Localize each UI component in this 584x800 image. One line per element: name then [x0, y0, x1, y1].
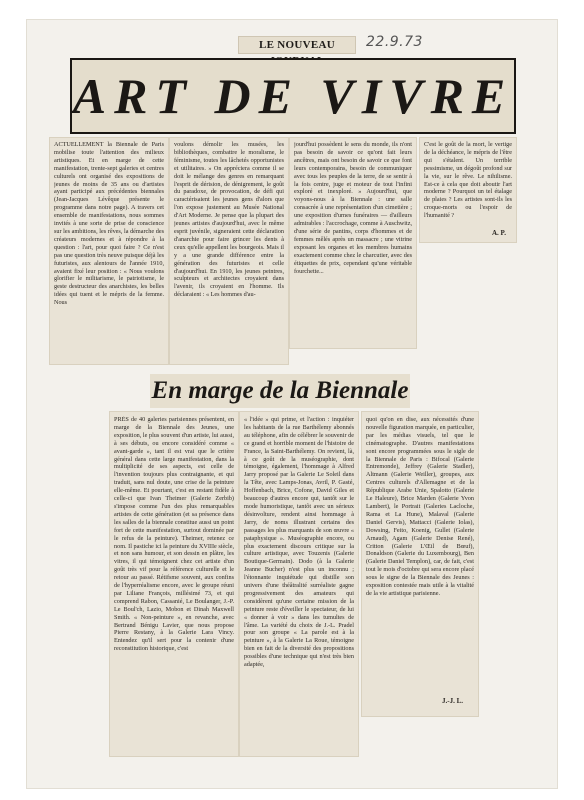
article1-col3-clip — [290, 138, 416, 348]
article2-subtitle: En marge de la Biennale — [150, 374, 410, 408]
article1-col1-clip — [50, 138, 168, 364]
article2-col2-clip — [240, 412, 358, 756]
handwritten-date: 22.9.73 — [366, 34, 423, 50]
article2-signature: J.-J. L. — [442, 697, 463, 705]
newspaper-masthead: LE NOUVEAU — [238, 36, 356, 54]
title-band — [70, 58, 516, 134]
article2-col2: « l'idée » qui prime, et l'action : inquiéter les habitants de la rue Barthélemy abonnés au téléphone, afin de célébrer le souvenir de ce grand et horrible moment de l'histoire de France, la Saint-Barthélemy. On revient, là, à ce goût de la muséographie, dont témoigne, également, l'hommage à Alfred Jarry proposé par la Galerie Le Soleil dans la Tête, avec Lamps-Jonas, Avril, P. Gasté, Hoffenbach, Brice, Cofone, David Giles et beaucoup d'autres encore qui, tantôt sur le mode humoristique, tantôt avec un sérieux désinvolture, rendent ainsi hommage à Jarry, de noms illustrant certains des passages les plus marquants de son œuvre « pataphysique ». Muséographie encore, ou plus exactement discours critique sur la culture artistique, avec Touzenis (Galerie Boutique-Germain). Dodo (à la Galerie Jeanne Bucher) n'est plus un inconnu ; l'étonnante inquiétude qui distille son univers d'une théâtralité surréaliste gagne progressivement des amateurs qui considèrent qu'une certaine mission de la peinture reste d'éveiller le spectateur, de lui « donner à voir » dans les tumultes de l'âme. La variété du choix de J.-L. Pradel pour son groupe « La parole est à la peinture », à la Galerie La Roue, témoigne bien en fait de la diversité des propositions possibles d'une technique qui n'est très bien adaptée, — [244, 416, 354, 669]
article-title: ART DE VIVRE — [72, 68, 514, 124]
article1-col4-clip — [420, 138, 516, 242]
article1-col2: voulons démolir les musées, les bibliothèques, combattre le moralisme, le féminisme, toutes les lâchetés opportunistes et utilitaires. » On appréciera comme il se doit le mélange des genres en remarquant l'esprit de dérision, de dénigrement, le goût du paradoxe, de provocation, de défi qui caractérisaient les jeunes gens d'alors que l'on expose justement au Musée National d'Art Moderne. Je pense que la plupart des jeunes artistes d'aujourd'hui, avec le même esprit juvénile, signeraient cette déclaration d'anarchie pour faire grincer les dents à ceux qu'elle appellent les bourgeois. Mais il y a une grande différence entre la génération des futuristes et celle d'aujourd'hui. En 1910, les jeunes peintres, sculpteurs et architectes croyaient dans l'avenir, ils croyaient en l'homme. Ils déclaraient : « Les hommes d'au- — [174, 141, 284, 299]
article1-col4: C'est le goût de la mort, le vertige de la déchéance, le mépris de l'être qui s'étalent. Un terrible pessimisme, un dégoût profond sur la vie, sur le rêve. Le nihilisme. Est-ce à cela que doit aboutir l'art moderne ? Pourquoi un tel étalage de plaies ? Les artistes sont-ils les croque-morts ou l'espoir de l'humanité ? — [424, 141, 512, 220]
article2-col1: PRÈS de 40 galeries parisiennes présentent, en marge de la Biennale des Jeunes, une exposition, le plus souvent d'un artiste, lui aussi, à ses débuts, ou encore considéré comme « avant-garde », tant il est vrai que le critère général dans cette large manifestation, dans la multiplicité de ses aspects, est celle de l'invention toujours plus contraignante, et qui traduit, sans nul doute, une crise de la peinture elle-même. Et pourtant, c'est en restant fidèle à celle-ci que Ivan Theimer (Galerie Zerbib) s'impose comme l'un des plus remarquables artistes de cette génération (et sa présence dans les salles de la biennale constitue aussi un point fort de cette manifestation, surtout dominée par le refus de la peinture). Theimer, retenez ce nom. Il pastiche ici la peinture du XVIIIe siècle, et non sans humour, et son dessin en plâtre, les vitres, il qui témoignent chez cet artiste d'un goût très vif pour la référence culturelle et le retour au passé. Rétifsme souvent, aux confins de l'hyperréalisme encore, avec le groupe réuni par Liliane François, millésimé 73, et qui comprend Rabon, Cassanié, Le Boulanger, J.-P. Le Boul'ch, Lazio, Mobon et Dinah Maxwell Smith. « Non-peinture », en revanche, avec Bertrand Bénigu Lavier, que nous propose Pierre Restany, à la Galerie Lara Vincy. Entendez qu'il sert pour la contenir d'une reconstitution historique, c'est — [114, 416, 234, 653]
article1-col1: ACTUELLEMENT la Biennale de Paris mobilise toute l'attention des milieux artistiques. Et en marge de cette manifestation, trente-sept galeries et centres culturels ont organisé des expositions de jeunes de moins de 35 ans ou d'artistes ayant participé aux précédentes biennales (Jean-Jacques Lévêque présente le programme dans notre page). A travers cet ensemble de manifestations, nous sommes invités à une sorte de prise de conscience sur les ambitions, les rêves, la démarche des créateurs modernes et à répondre à la question : l'art, pour quoi faire ? Ce n'est pas une question très neuve puisque déjà les futuristes, aux alentours de l'année 1910, avaient fixé leur position : « Nous voulons glorifier le militarisme, le patriotisme, le geste destructeur des anarchistes, les belles idées qui tuent et le mépris de la femme. Nous — [54, 141, 164, 307]
article2-col3: quoi qu'on en dise, aux nécessités d'une nouvelle figuration marquée, en particulier, par les médias visuels, tel que le cinématographe. D'autres manifestations sont encore programmées sous le sigle de la Biennale de Paris : Bifocal (Galerie Entremonde), Jeffrey (Galerie Stadler), Altmann (Galerie Weiller), groupes, aux Centres culturels d'Allemagne et de la République Arabe Unie, Spalotto (Galerie Le Haleure), Brice Marden (Galerie Yvon Lambert), le Portrait (Galeries Lacloche, Rama et La Hune), Malaval (Galerie Daniel Gervis), Mattacci (Galerie Iolas), Dowsing, Feito, Koenig, Gullet (Galerie Arnaud), Agam (Galerie Denise René), Critton (Galerie L'Œil de Bœuf), Donaldson (Galerie du Luxembourg), Ben (Galerie Daniel Templon), car, de fait, c'est tout le mois d'octobre qui sera encore placé sous le signe de la Biennale des Jeunes : exposition contestée mais utile à la vitalité de la vie artistique parisienne. — [366, 416, 474, 597]
article2-col3-clip — [362, 412, 478, 716]
article1-signature: A. P. — [492, 229, 506, 237]
article2-col1-clip — [110, 412, 238, 756]
article1-col2-clip — [170, 138, 288, 364]
article1-col3: jourd'hui possèdent le sens du monde, ils n'ont pas besoin de savoir ce qu'ont fait leurs ancêtres, mais ont besoin de savoir ce que font leurs contemporains, besoin de communiquer avec tous les peuples de la terre, de se sentir à la fois centre, juge et moteur de tout l'infini exploré et inexploré. » Aujourd'hui, que voyons-nous à la Biennale : une salle consacrée à une représentation d'un cimetière ; une exposition d'urnes funéraires — d'ailleurs admirables : l'accrochage, comme à Auschwitz, d'une série de pantins, corps d'hommes et de femmes mêlés après un massacre ; une vitrine exposant les organes et les membres humains exactement comme chez le charcutier, avec des étiquettes de prix, cependant qu'une véritable fourchette... — [294, 141, 412, 275]
